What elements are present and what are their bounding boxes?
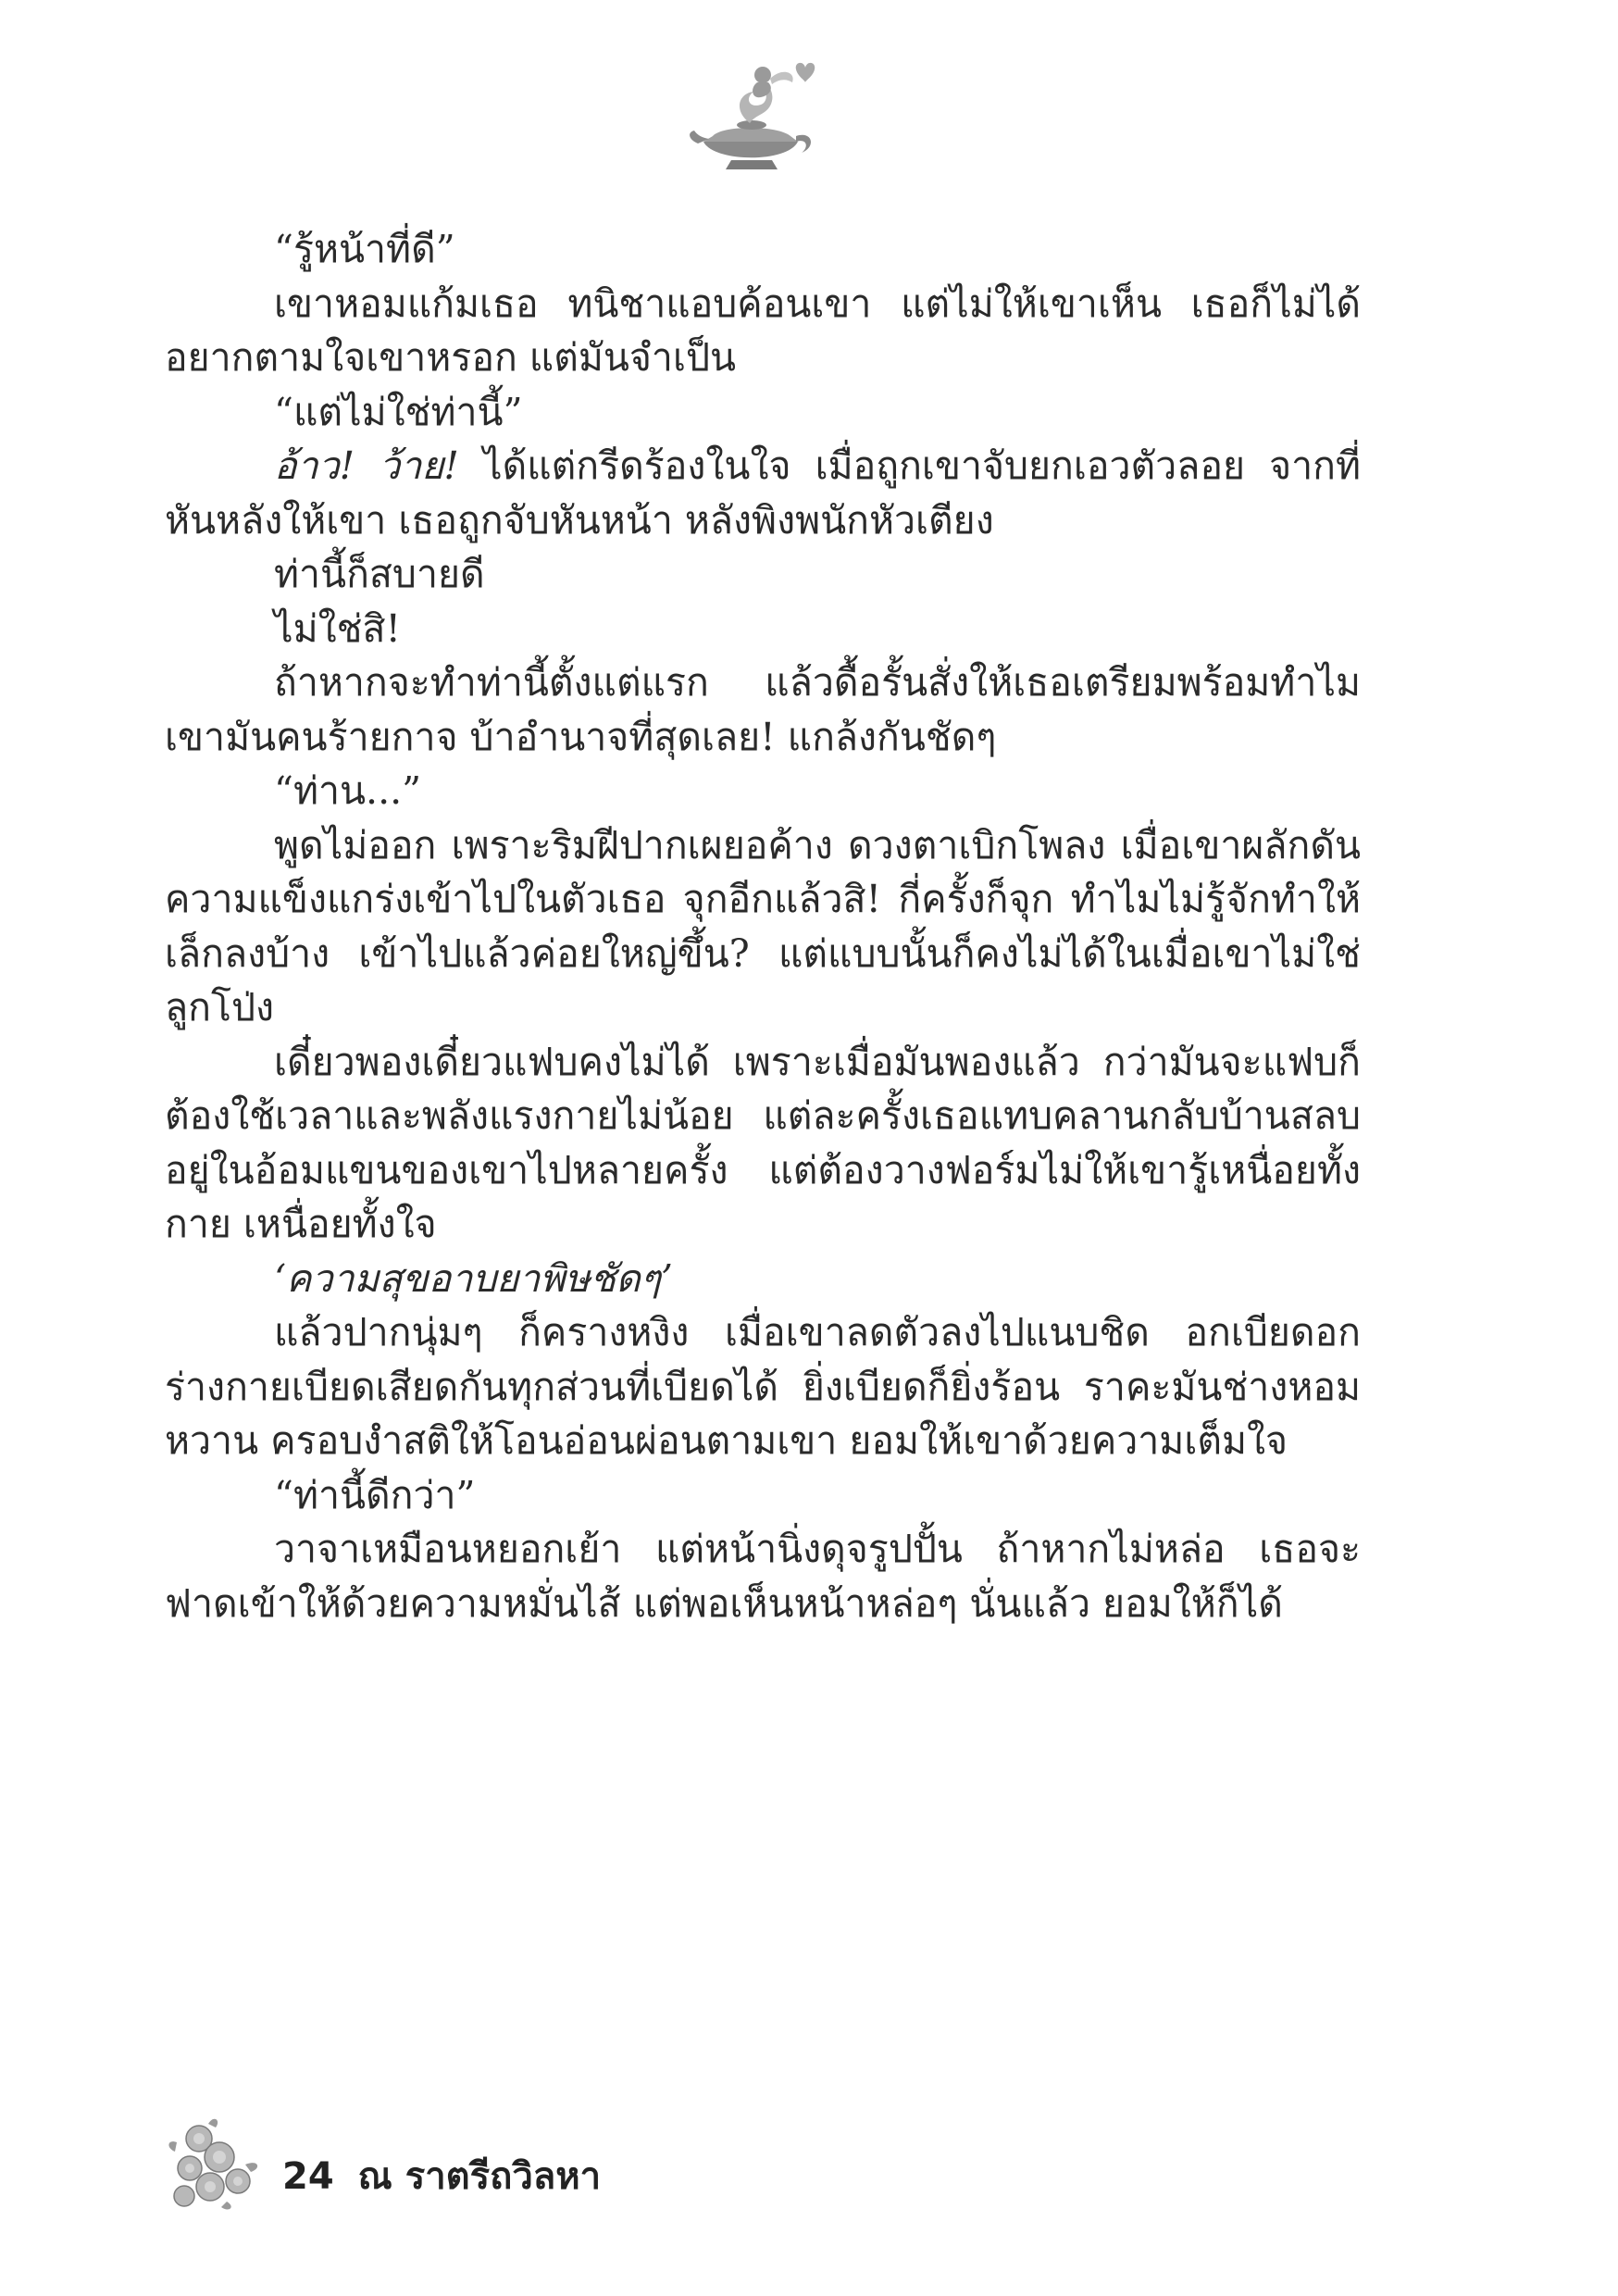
paragraph: “ท่าน...” bbox=[274, 768, 422, 813]
flower-ornament-icon bbox=[162, 2111, 282, 2213]
paragraph: ท่านี้ก็สบายดี bbox=[274, 552, 485, 596]
paragraph: ไม่ใช่สิ! bbox=[274, 605, 401, 651]
footer-label bbox=[282, 2146, 601, 2205]
page-footer bbox=[162, 2111, 902, 2222]
body-text bbox=[165, 222, 1361, 1630]
paragraph: พูดไม่ออก เพราะริมฝีปากเผยอค้าง ดวงตาเบิกโพลง เมื่อเขาผลักดันความแข็งแกร่งเข้าไปในตัวเธอ จุกอีกแล้วสิ! กี่ครั้งก็จุก ทำไมไม่รู้จักทำให้เล็กลงบ้าง เข้าไปแล้วค่อยใหญ่ขึ้น? แต่แบบนั้นก็คงไม่ได้ในเมื่อเขาไม่ใช่ลูกโป่ง bbox=[165, 822, 1361, 1029]
page-number: 24 bbox=[282, 2155, 334, 2198]
paragraph: วาจาเหมือนหยอกเย้า แต่หน้านิ่งดุจรูปปั้น ถ้าหากไม่หล่อ เธอจะฟาดเข้าให้ด้วยความหมั่นไส้ แต่พอเห็นหน้าหล่อๆ นั่นแล้ว ยอมให้ก็ได้ bbox=[165, 1527, 1361, 1626]
paragraph: แล้วปากนุ่มๆ ก็ครางหงิง เมื่อเขาลดตัวลงไปแนบชิด อกเบียดอก ร่างกายเบียดเสียดกันทุกส่วนที่เบียดได้ ยิ่งเบียดก็ยิ่งร้อน ราคะมันช่างหอมหวาน ครอบงำสติให้โอนอ่อนผ่อนตามเขา ยอมให้เขาด้วยความเต็มใจ bbox=[165, 1310, 1361, 1463]
paragraph-italic: ‘ความสุขอาบยาพิษชัดๆ’ bbox=[274, 1255, 673, 1301]
paragraph bbox=[165, 439, 1361, 547]
paragraph: เขาหอมแก้มเธอ ทนิชาแอบค้อนเขา แต่ไม่ให้เขาเห็น เธอก็ไม่ได้อยากตามใจเขาหรอก แต่มันจำเป็น bbox=[165, 281, 1361, 380]
paragraph: “แต่ไม่ใช่ท่านี้” bbox=[274, 389, 523, 434]
genie-lamp-ornament-icon bbox=[685, 51, 824, 181]
paragraph: ถ้าหากจะทำท่านี้ตั้งแต่แรก แล้วดื้อรั้นสั่งให้เธอเตรียมพร้อมทำไม เขามันคนร้ายกาจ บ้าอำนาจที่สุดเลย! แกล้งกันชัดๆ bbox=[165, 660, 1361, 759]
paragraph: เดี๋ยวพองเดี๋ยวแฟบคงไม่ได้ เพราะเมื่อมันพองแล้ว กว่ามันจะแฟบก็ต้องใช้เวลาและพลังแรงกายไม่น้อย แต่ละครั้งเธอแทบคลานกลับบ้านสลบอยู่ในอ้อมแขนของเขาไปหลายครั้ง แต่ต้องวางฟอร์มไม่ให้เขารู้เหนื่อยทั้งกาย เหนื่อยทั้งใจ bbox=[165, 1039, 1361, 1246]
paragraph-rest: ได้แต่กรีดร้องในใจ เมื่อถูกเขาจับยกเอวตัวลอย จากที่หันหลังให้เขา เธอถูกจับหันหน้า หลังพิงพนักหัวเตียง bbox=[165, 443, 1361, 543]
paragraph-italic-lead: อ้าว! ว้าย! bbox=[274, 443, 459, 488]
paragraph: “รู้หน้าที่ดี” bbox=[274, 227, 455, 271]
book-title: ณ ราตรีถวิลหา bbox=[357, 2155, 602, 2198]
paragraph: “ท่านี้ดีกว่า” bbox=[274, 1472, 476, 1517]
